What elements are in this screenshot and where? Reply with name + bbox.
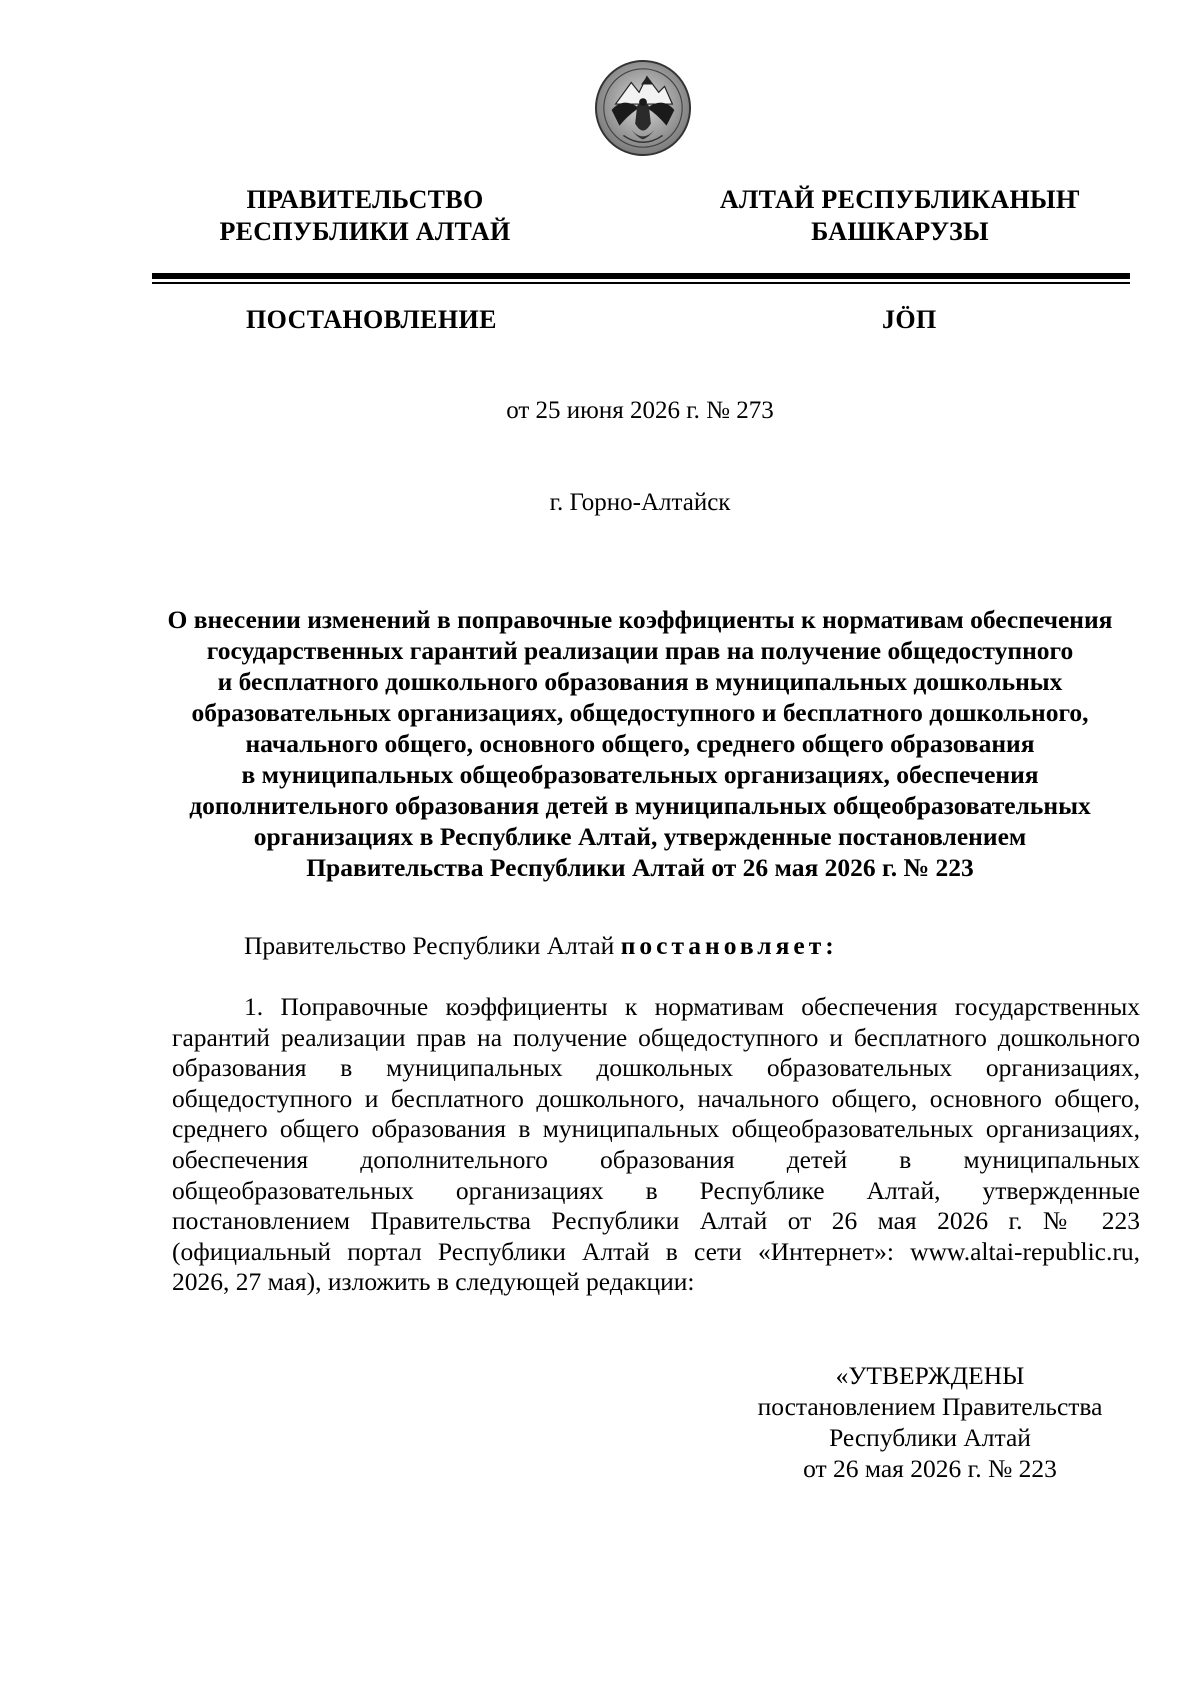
org-name-altai [710, 184, 1090, 248]
paragraph-line: обеспечения дополнительного образования детей в муниципальных [172, 1144, 1140, 1174]
title-line: образовательных организациях, общедоступного и бесплатного дошкольного, [191, 698, 1089, 727]
paragraph-line: (официальный портал Республики Алтай в сети «Интернет»: www.altai-republic.ru, [172, 1236, 1140, 1266]
city: г. Горно-Алтайск [549, 489, 731, 516]
approval-line: Республики Алтай [829, 1423, 1031, 1452]
title-line: в муниципальных общеобразовательных организациях, обеспечения [241, 760, 1039, 789]
approval-line: «УТВЕРЖДЕНЫ [835, 1361, 1025, 1390]
approval-block [700, 1360, 1160, 1484]
title-line: государственных гарантий реализации прав на получение общедоступного [206, 636, 1074, 665]
title-line: организациях в Республике Алтай, утвержденные постановлением [253, 822, 1027, 851]
paragraph-line: среднего общего образования в муниципальных общеобразовательных организациях, [172, 1114, 1140, 1144]
approval-line: от 26 мая 2026 г. № 223 [803, 1454, 1057, 1483]
org-name-russian [200, 184, 530, 248]
header-divider-thick [152, 273, 1130, 279]
paragraph-line: постановлением Правительства Республики Алтай от 26 мая 2026 г. № 223 [172, 1206, 1140, 1236]
date-and-number: от 25 июня 2026 г. № 273 [506, 397, 774, 424]
org-name-russian-line1: ПРАВИТЕЛЬСТВО [246, 185, 484, 214]
title-line: О внесении изменений в поправочные коэффициенты к нормативам обеспечения [167, 605, 1113, 634]
decree-verb: постановляет: [620, 931, 838, 960]
title-line: начального общего, основного общего, среднего общего образования [245, 729, 1035, 758]
approval-line: постановлением Правительства [757, 1392, 1103, 1421]
paragraph-line: образования в муниципальных дошкольных образовательных организациях, [172, 1053, 1140, 1083]
paragraph-1 [172, 992, 1140, 1298]
title-line: и бесплатного дошкольного образования в муниципальных дошкольных [217, 667, 1063, 696]
paragraph-line: 2026, 27 мая), изложить в следующей редакции: [172, 1267, 695, 1297]
header-divider-thin [152, 282, 1130, 284]
paragraph-line: 1. Поправочные коэффициенты к нормативам обеспечения государственных [244, 992, 1140, 1021]
decree-lead: Правительство Республики Алтай [244, 931, 621, 960]
doc-type-altai: JÖП [882, 305, 937, 334]
org-name-russian-line2: РЕСПУБЛИКИ АЛТАЙ [219, 217, 511, 246]
decree-statement [244, 930, 838, 962]
title-line: дополнительного образования детей в муниципальных общеобразовательных [189, 791, 1091, 820]
org-name-altai-line2: БАШКАРУЗЫ [811, 217, 989, 246]
paragraph-line: общедоступного и бесплатного дошкольного, начального общего, основного общего, [172, 1083, 1140, 1113]
title-line: Правительства Республики Алтай от 26 мая 2026 г. № 223 [306, 853, 974, 882]
document-title [140, 604, 1140, 883]
org-name-altai-line1: АЛТАЙ РЕСПУБЛИКАНЫҤ [719, 185, 1081, 214]
doc-type-russian: ПОСТАНОВЛЕНИЕ [246, 305, 497, 334]
paragraph-line: гарантий реализации прав на получение общедоступного и бесплатного дошкольного [172, 1022, 1140, 1052]
paragraph-line: общеобразовательных организациях в Республике Алтай, утвержденные [172, 1175, 1140, 1205]
coat-of-arms-icon [594, 59, 692, 157]
